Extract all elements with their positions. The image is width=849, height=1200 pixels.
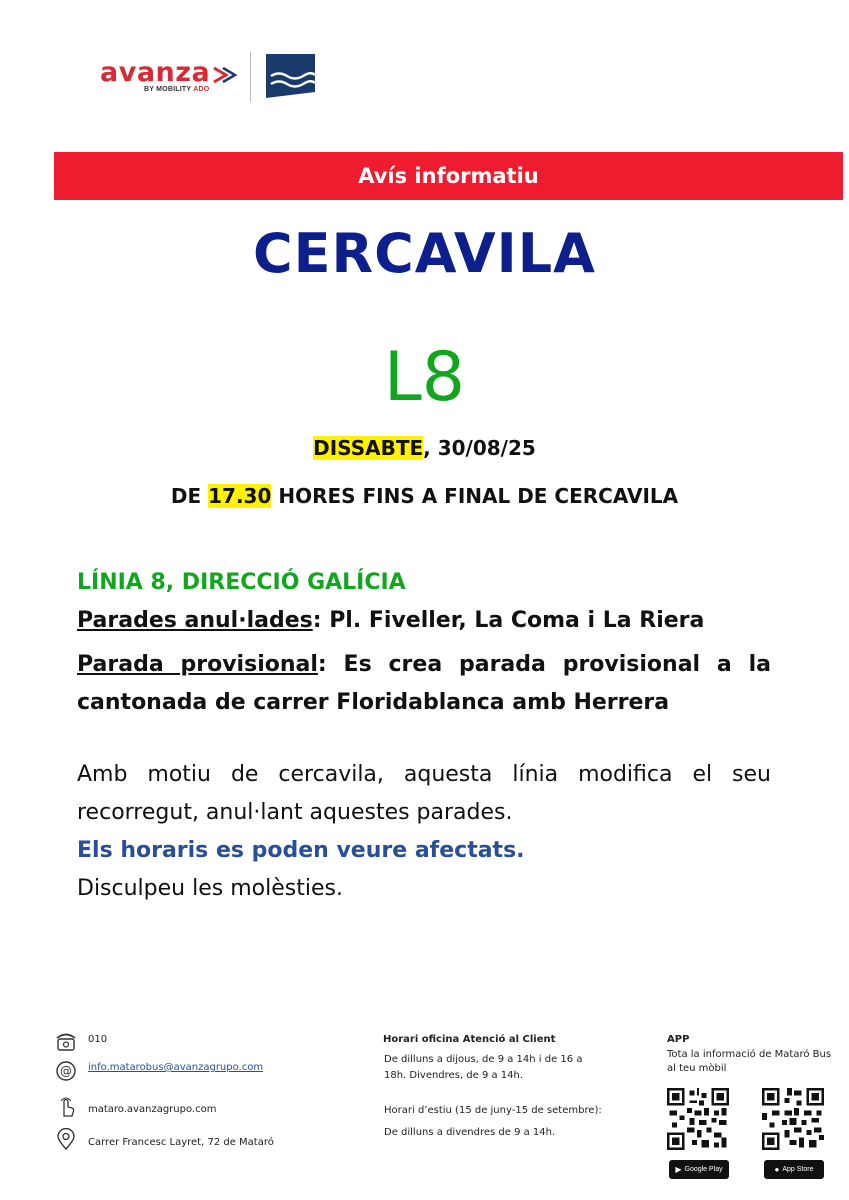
- google-play-label: Google Play: [684, 1166, 723, 1173]
- avanza-arrow-icon: [212, 64, 238, 86]
- location-pin-icon: [55, 1128, 77, 1150]
- office-hours-title: Horari oficina Atenció al Client: [383, 1034, 556, 1045]
- contact-phone[interactable]: 010: [88, 1034, 108, 1045]
- notice-banner-label: Avís informatiu: [358, 164, 539, 188]
- summer-hours-text: De dilluns a divendres de 9 a 14h.: [384, 1127, 556, 1138]
- cancelled-stops: [77, 608, 771, 633]
- qr-code-icon[interactable]: [762, 1088, 824, 1150]
- app-store-badge[interactable]: [764, 1160, 824, 1179]
- provisional-stop-sep: :: [317, 652, 344, 677]
- cancelled-stops-sep: :: [312, 608, 330, 633]
- avanza-logo-text: avanza: [100, 57, 211, 88]
- notice-body: [77, 756, 771, 908]
- app-description: Tota la informació de Mataró Bus al teu mòbil: [667, 1049, 832, 1074]
- office-hours-text: De dilluns a dijous, de 9 a 14h i de 16 a 18h. Divendres, de 9 a 14h.: [384, 1054, 583, 1081]
- app-title: APP: [667, 1034, 690, 1045]
- touch-icon: [55, 1096, 77, 1118]
- app-store-label: App Store: [782, 1166, 814, 1173]
- summer-hours-title: Horari d’estiu (15 de juny-15 de setembre):: [384, 1105, 602, 1116]
- mataro-bus-logo-text: Mataró Bus: [271, 56, 310, 63]
- line-direction: LÍNIA 8, DIRECCIÓ GALÍCIA: [77, 570, 406, 595]
- cancelled-stops-label: Parades anul·lades: [77, 608, 313, 633]
- google-play-badge[interactable]: [669, 1160, 729, 1179]
- at-icon: [55, 1060, 77, 1082]
- contact-email[interactable]: info.matarobus@avanzagrupo.com: [88, 1062, 264, 1073]
- google-play-icon: ▶: [675, 1165, 682, 1174]
- apple-icon: ●: [774, 1165, 780, 1174]
- bus-line-number: L8: [383, 338, 466, 417]
- provisional-stop-label: Parada provisional: [77, 652, 318, 677]
- event-date-value: , 30/08/25: [423, 436, 536, 460]
- event-hours-prefix: DE: [170, 484, 209, 508]
- provisional-stop-value: Es crea parada provisional a la cantonada de carrer Floridablanca amb Herrera: [77, 652, 771, 715]
- svg-text:@: @: [60, 1064, 72, 1078]
- avanza-logo-subtitle: BY MOBILITY ADO: [144, 86, 210, 93]
- mataro-bus-logo: [263, 52, 318, 100]
- event-start-time: 17.30: [208, 484, 272, 508]
- contact-website[interactable]: mataro.avanzagrupo.com: [88, 1104, 217, 1115]
- provisional-stop: [77, 646, 771, 722]
- cancelled-stops-value: Pl. Fiveller, La Coma i La Riera: [329, 608, 705, 633]
- page-title: CERCAVILA: [253, 222, 596, 285]
- event-day: DISSABTE: [313, 436, 424, 460]
- notice-banner: [54, 152, 843, 200]
- qr-code-icon[interactable]: [667, 1088, 729, 1150]
- event-hours-suffix: HORES FINS A FINAL DE CERCAVILA: [271, 484, 679, 508]
- apology-text: Disculpeu les molèsties.: [77, 876, 343, 901]
- schedule-warning: Els horaris es poden veure afectats.: [77, 838, 525, 863]
- avanza-logo: [100, 58, 250, 100]
- notice-paragraph: Amb motiu de cercavila, aquesta línia modifica el seu recorregut, anul·lant aquestes parades.: [77, 762, 771, 825]
- contact-address: Carrer Francesc Layret, 72 de Mataró: [88, 1137, 274, 1148]
- event-date: [0, 436, 849, 460]
- phone-icon: [55, 1030, 77, 1052]
- event-hours: [0, 484, 849, 508]
- logo-divider: [250, 52, 251, 102]
